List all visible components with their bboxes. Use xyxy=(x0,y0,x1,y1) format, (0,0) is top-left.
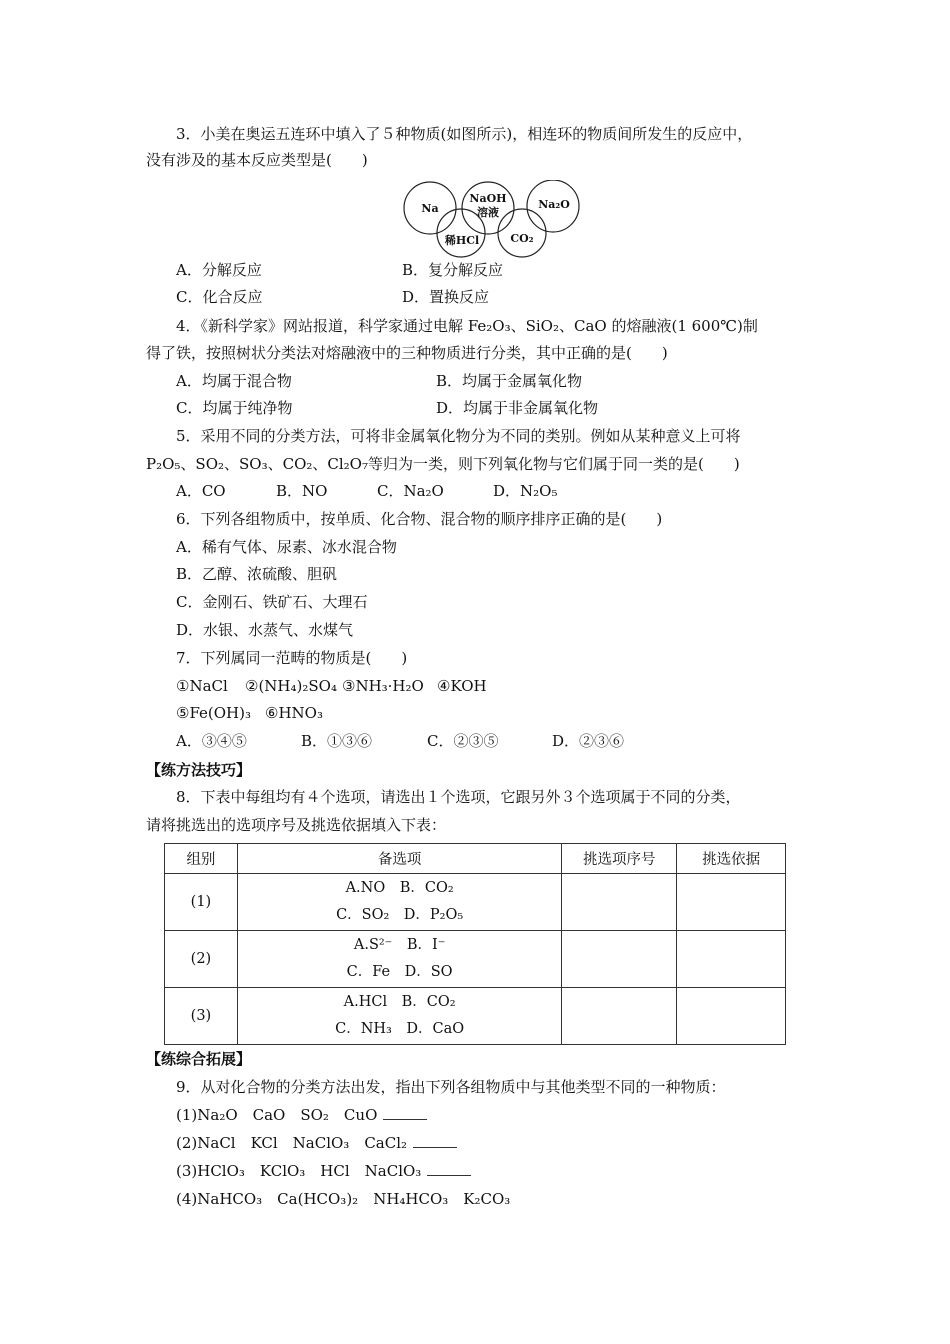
table-row xyxy=(165,988,786,1045)
q5-option-a: A．CO xyxy=(176,482,226,500)
q7-option-c: C．②③⑤ xyxy=(427,732,499,750)
q9-item-3: (3)HClO₃ KClO₃ HCl NaClO₃ xyxy=(176,1161,471,1181)
q7-option-d: D．②③⑥ xyxy=(552,732,625,750)
option-line: C．NH₃ D．CaO xyxy=(335,1021,465,1037)
table-row xyxy=(165,874,786,931)
q7-option-a: A．③④⑤ xyxy=(176,732,247,750)
option-line: A.NO B．CO₂ xyxy=(345,880,454,896)
ring-label-na2o: Na₂O xyxy=(538,198,570,211)
q3-option-d: D．置换反应 xyxy=(402,288,490,306)
q9-item-2: (2)NaCl KCl NaClO₃ CaCl₂ xyxy=(176,1133,457,1153)
ring-label-solution: 溶液 xyxy=(477,206,499,219)
ring-label-naoh: NaOH xyxy=(469,192,507,205)
classification-table xyxy=(164,843,786,1045)
ring-label-na: Na xyxy=(421,202,439,215)
group-label: (3) xyxy=(165,988,238,1045)
q8-stem-line1: 8．下表中每组均有４个选项，请选出１个选项，它跟另外３个选项属于不同的分类， xyxy=(176,788,741,806)
basis-cell[interactable] xyxy=(677,931,786,988)
ring-label-hcl: 稀HCl xyxy=(444,234,480,247)
q8-stem-line2: 请将挑选出的选项序号及挑选依据填入下表： xyxy=(146,816,447,834)
q5-option-c: C．Na₂O xyxy=(377,482,444,500)
olympic-rings-diagram xyxy=(400,180,585,258)
q6-option-d: D．水银、水蒸气、水煤气 xyxy=(176,621,354,639)
ring-label-co2: CO₂ xyxy=(510,232,534,245)
section-heading-method: 【练方法技巧】 xyxy=(146,761,252,779)
q9-item-1: (1)Na₂O CaO SO₂ CuO xyxy=(176,1105,427,1125)
q7-item-3: ③NH₃·H₂O xyxy=(342,677,424,695)
option-cell xyxy=(237,931,561,988)
q3-option-a: A．分解反应 xyxy=(176,261,262,279)
q9-item-4: (4)NaHCO₃ Ca(HCO₃)₂ NH₄HCO₃ K₂CO₃ xyxy=(176,1190,511,1208)
q6-stem: 6．下列各组物质中，按单质、化合物、混合物的顺序排序正确的是( ) xyxy=(176,510,663,528)
option-line: C．Fe D．SO xyxy=(346,964,453,980)
q4-option-b: B．均属于金属氧化物 xyxy=(436,372,583,390)
header-basis: 挑选依据 xyxy=(677,844,786,874)
q7-item-5: ⑤Fe(OH)₃ xyxy=(176,704,252,722)
q3-option-c: C．化合反应 xyxy=(176,288,263,306)
answer-blank[interactable] xyxy=(413,1133,457,1148)
q7-option-b: B．①③⑥ xyxy=(301,732,373,750)
option-line: A.HCl B．CO₂ xyxy=(343,994,456,1010)
q7-item-2: ②(NH₄)₂SO₄ xyxy=(245,677,337,695)
q5-stem-line2: P₂O₅、SO₂、SO₃、CO₂、Cl₂O₇等归为一类，则下列氧化物与它们属于同一类的是( ) xyxy=(146,455,740,473)
header-selected: 挑选项序号 xyxy=(562,844,677,874)
answer-cell[interactable] xyxy=(562,874,677,931)
q4-stem-line2: 得了铁，按照树状分类法对熔融液中的三种物质进行分类，其中正确的是( ) xyxy=(146,344,668,362)
group-label: (1) xyxy=(165,874,238,931)
section-heading-extension: 【练综合拓展】 xyxy=(146,1050,252,1068)
q6-option-a: A．稀有气体、尿素、冰水混合物 xyxy=(176,538,397,556)
q7-stem: 7．下列属同一范畴的物质是( ) xyxy=(176,649,408,667)
basis-cell[interactable] xyxy=(677,988,786,1045)
group-label: (2) xyxy=(165,931,238,988)
table-row xyxy=(165,931,786,988)
option-line: A.S²⁻ B．I⁻ xyxy=(353,937,446,953)
q5-option-b: B．NO xyxy=(276,482,328,500)
basis-cell[interactable] xyxy=(677,874,786,931)
q7-item-6: ⑥HNO₃ xyxy=(265,704,323,722)
q4-stem-line1: 4．《新科学家》网站报道，科学家通过电解 Fe₂O₃、SiO₂、CaO 的熔融液(1 600℃)制 xyxy=(176,317,758,335)
q3-stem-line1: 3．小美在奥运五连环中填入了５种物质(如图所示)，相连环的物质间所发生的反应中， xyxy=(176,125,753,143)
answer-cell[interactable] xyxy=(562,931,677,988)
header-group: 组别 xyxy=(165,844,238,874)
q5-option-d: D．N₂O₅ xyxy=(493,482,558,500)
q5-stem-line1: 5．采用不同的分类方法，可将非金属氧化物分为不同的类别。例如从某种意义上可将 xyxy=(176,427,741,445)
q6-option-c: C．金刚石、铁矿石、大理石 xyxy=(176,593,368,611)
table-header-row xyxy=(165,844,786,874)
option-cell xyxy=(237,988,561,1045)
q4-option-d: D．均属于非金属氧化物 xyxy=(436,399,599,417)
option-cell xyxy=(237,874,561,931)
q7-item-4: ④KOH xyxy=(437,677,487,695)
q6-option-b: B．乙醇、浓硫酸、胆矾 xyxy=(176,565,338,583)
q3-stem-line2: 没有涉及的基本反应类型是( ) xyxy=(146,151,368,169)
q4-option-a: A．均属于混合物 xyxy=(176,372,292,390)
answer-blank[interactable] xyxy=(427,1161,471,1176)
option-line: C．SO₂ D．P₂O₅ xyxy=(336,907,464,923)
q9-stem: 9．从对化合物的分类方法出发，指出下列各组物质中与其他类型不同的一种物质： xyxy=(176,1078,726,1096)
q7-item-1: ①NaCl xyxy=(176,677,228,695)
q4-option-c: C．均属于纯净物 xyxy=(176,399,293,417)
answer-cell[interactable] xyxy=(562,988,677,1045)
answer-blank[interactable] xyxy=(383,1105,427,1120)
header-options: 备选项 xyxy=(237,844,561,874)
q3-option-b: B．复分解反应 xyxy=(402,261,504,279)
